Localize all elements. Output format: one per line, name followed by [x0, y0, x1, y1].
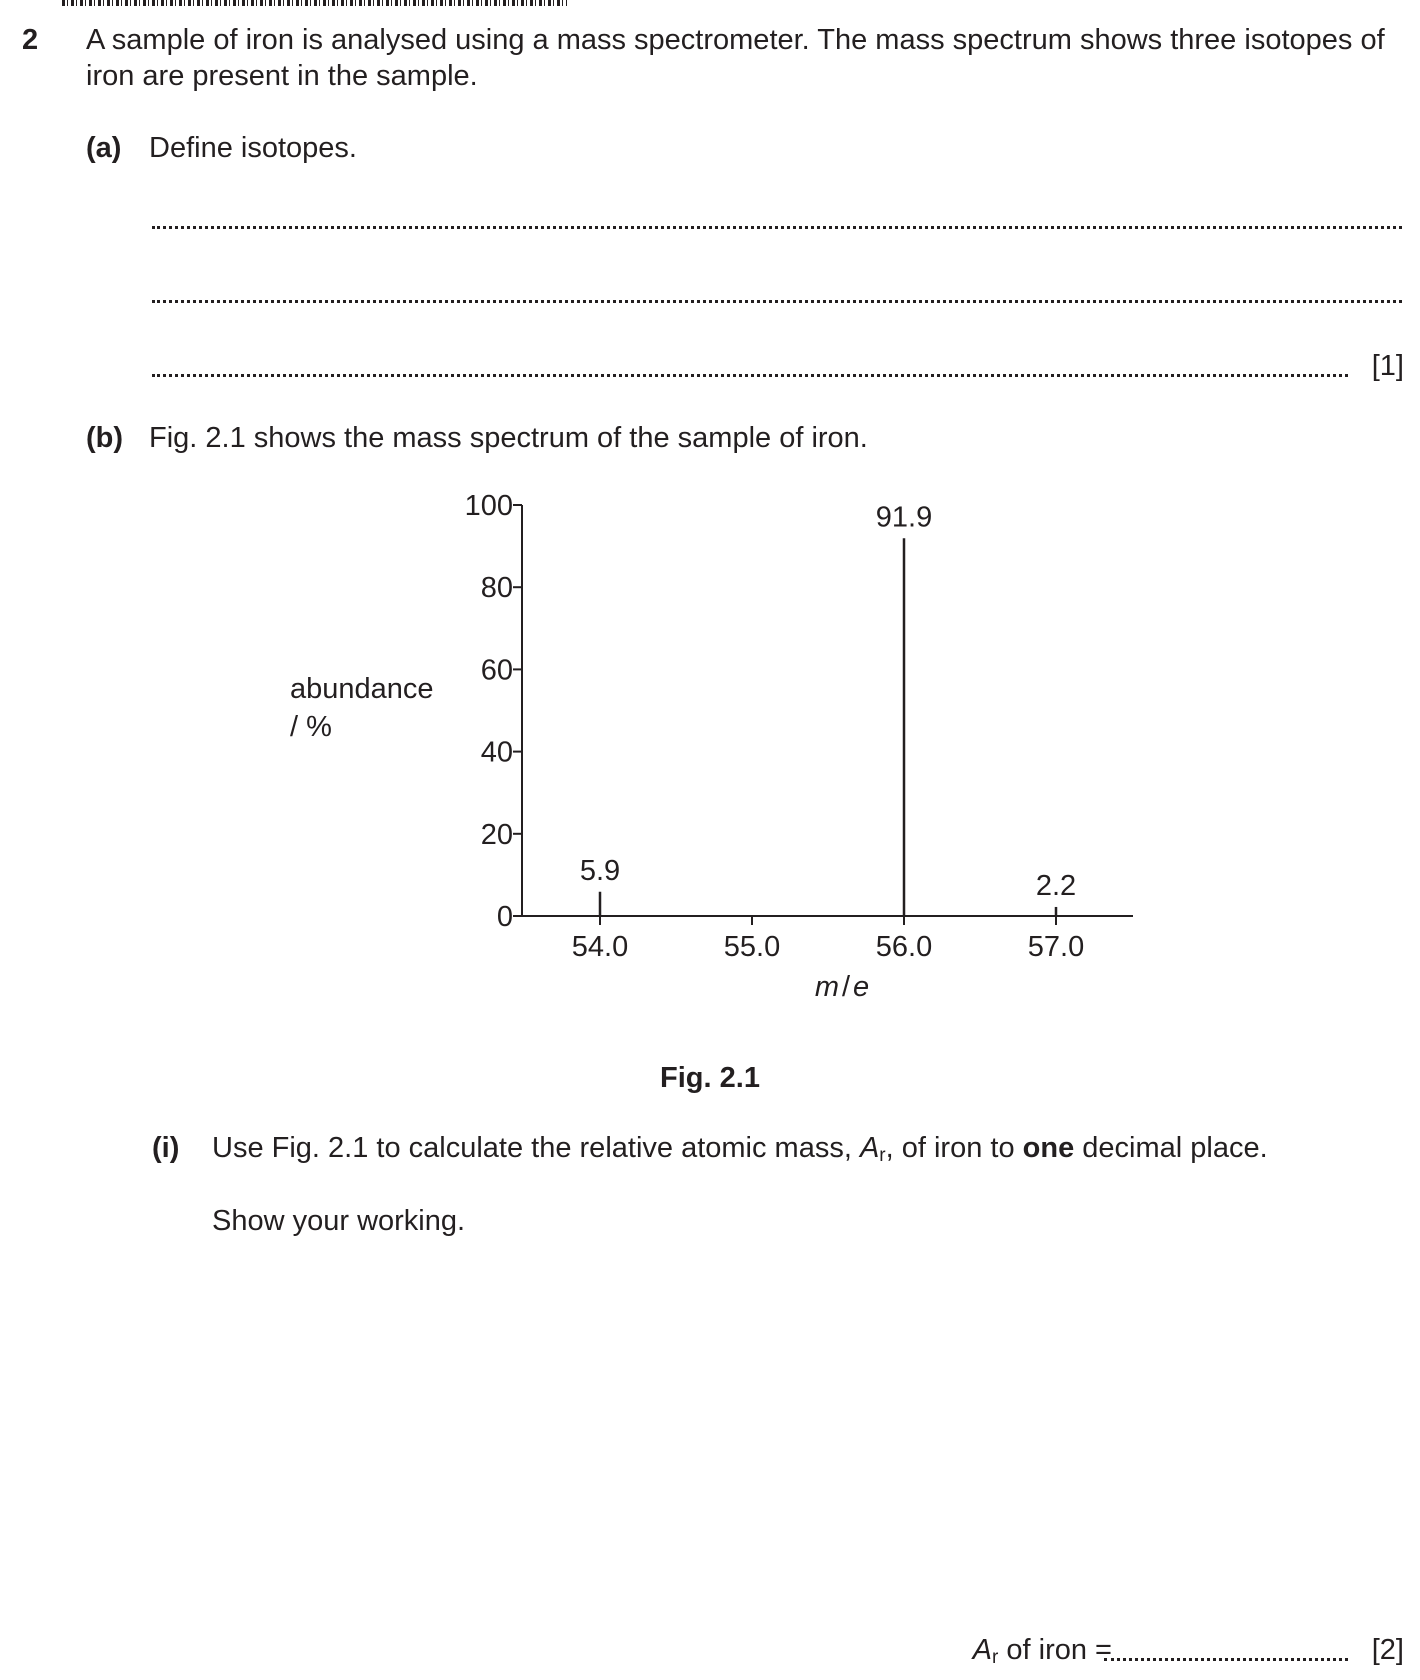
part-b-i-text: Use Fig. 2.1 to calculate the relative atomic mass, $A_r$, of iron to one decimal place. — [212, 1132, 1268, 1166]
question-number: 2 — [22, 24, 39, 56]
x-tick-label: 55.0 — [723, 931, 781, 963]
y-axis-label-line2: / % — [290, 711, 332, 743]
part-a-text: Define isotopes. — [149, 132, 357, 164]
peak-value-label: 2.2 — [1035, 869, 1077, 902]
y-axis-label-line1: abundance — [290, 673, 434, 705]
x-tick-label: 57.0 — [1027, 931, 1085, 963]
part-b-i-label: (i) — [152, 1132, 180, 1164]
part-a-label: (a) — [86, 132, 122, 164]
y-tick-label: 60 — [480, 654, 513, 687]
part-b-label: (b) — [86, 422, 124, 454]
chart-marks — [600, 538, 1056, 916]
peak-value-label: 91.9 — [875, 501, 933, 534]
y-tick-label: 40 — [480, 736, 513, 769]
chart-labels — [465, 490, 1085, 963]
x-tick-label: 56.0 — [875, 931, 933, 963]
part-a-marks: [1] — [1371, 350, 1404, 382]
y-tick-label: 0 — [496, 901, 513, 933]
answer-line-ar[interactable] — [1104, 1658, 1348, 1661]
question-stem: A sample of iron is analysed using a mass spectrometer. The mass spectrum shows three isotopes of iron are present in the sample. — [86, 24, 1385, 92]
y-tick-label: 20 — [480, 818, 513, 851]
x-tick-label: 54.0 — [571, 931, 629, 963]
x-axis-label: m / e — [814, 971, 870, 1003]
answer-label: $A_r$ of iron = — [972, 1634, 1112, 1668]
part-b-i-marks: [2] — [1371, 1634, 1404, 1666]
figure-caption: Fig. 2.1 — [660, 1062, 760, 1094]
part-b-text: Fig. 2.1 shows the mass spectrum of the sample of iron. — [149, 422, 868, 454]
peak-value-label: 5.9 — [579, 854, 621, 887]
part-b-i-instruction: Show your working. — [212, 1205, 466, 1237]
y-tick-label: 80 — [480, 572, 513, 605]
y-tick-label: 100 — [464, 490, 513, 522]
